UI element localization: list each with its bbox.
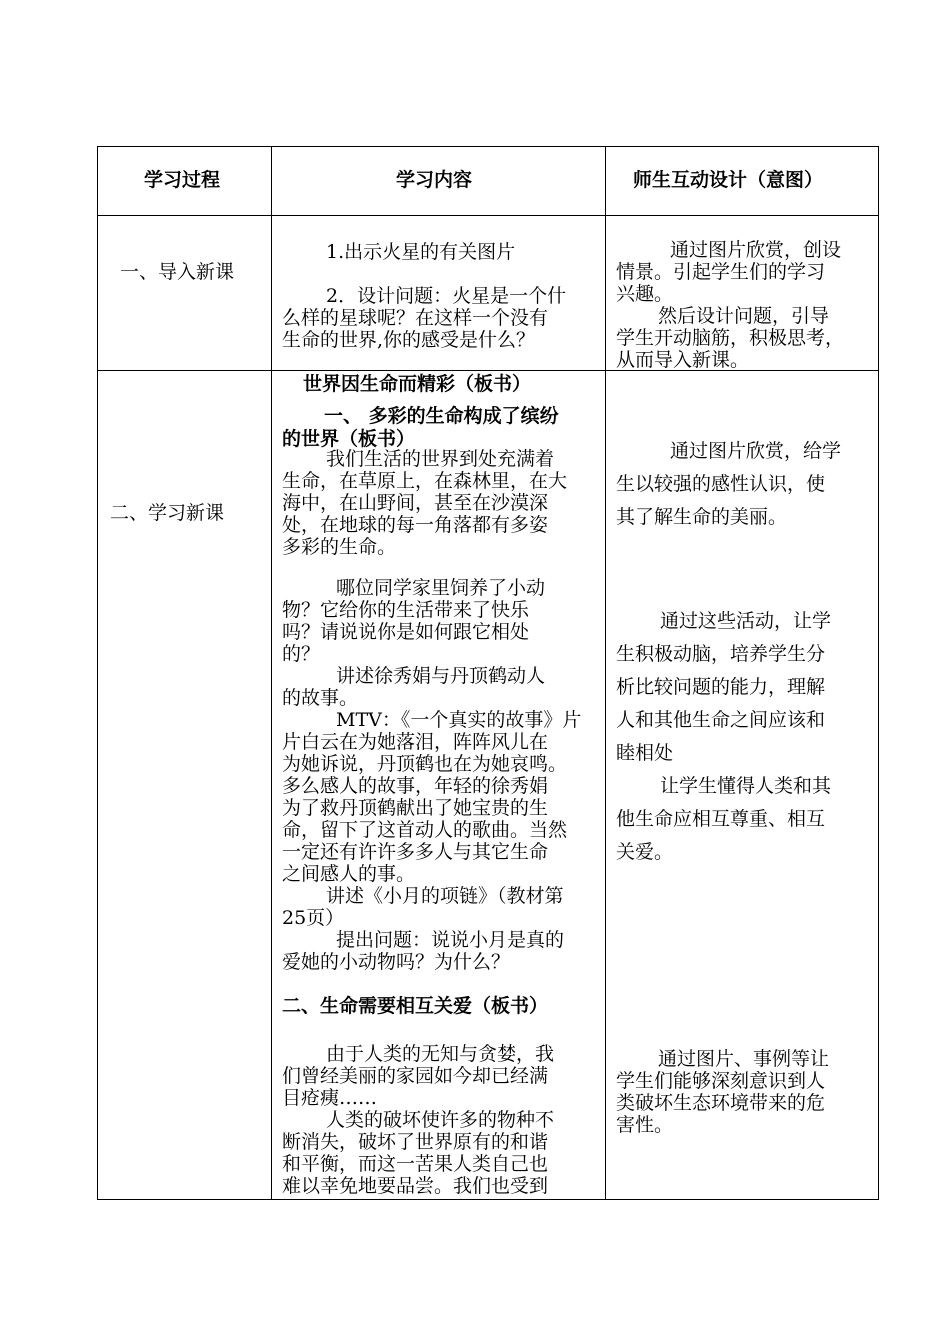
design-line: 他生命应相互尊重、相互 bbox=[616, 808, 826, 830]
header-design: 师生互动设计（意图） bbox=[633, 169, 824, 191]
section-heading: 一、 多彩的生命构成了缤纷 bbox=[324, 405, 559, 427]
design-line: 关爱。 bbox=[616, 841, 674, 863]
content-line: 之间感人的事。 bbox=[282, 863, 416, 885]
content-line: MTV：《一个真实的故事》片 bbox=[336, 709, 582, 731]
design-line: 学生开动脑筋，积极思考， bbox=[616, 327, 845, 349]
content-line: 生命，在草原上，在森林里，在大 bbox=[282, 470, 568, 492]
board-title: 世界因生命而精彩（板书） bbox=[303, 373, 532, 395]
content-line: 讲述《小月的项链》（教材第 bbox=[326, 885, 564, 907]
design-line: 让学生懂得人类和其 bbox=[660, 775, 832, 797]
design-line: 通过图片、事例等让 bbox=[658, 1048, 830, 1070]
stage-intro: 一、导入新课 bbox=[120, 261, 235, 283]
design-line: 析比较问题的能力，理解 bbox=[616, 676, 826, 698]
content-line: 哪位同学家里饲养了小动 bbox=[336, 577, 546, 599]
design-line: 然后设计问题，引导 bbox=[658, 305, 830, 327]
lesson-plan-table bbox=[97, 146, 879, 1200]
content-line: 为了救丹顶鹤献出了她宝贵的生 bbox=[282, 797, 549, 819]
content-line: 提出问题：说说小月是真的 bbox=[336, 929, 565, 951]
design-line: 睦相处 bbox=[616, 742, 674, 764]
design-line: 类破坏生态环境带来的危 bbox=[616, 1092, 826, 1114]
content-line: 片白云在为她落泪，阵阵风儿在 bbox=[282, 731, 549, 753]
row-divider bbox=[98, 370, 878, 371]
content-line: 命，留下了这首动人的歌曲。当然 bbox=[282, 819, 568, 841]
design-line: 从而导入新课。 bbox=[616, 349, 750, 371]
content-line: 1.出示火星的有关图片 bbox=[326, 241, 516, 263]
content-line: 和平衡，而这一苦果人类自己也 bbox=[282, 1153, 549, 1175]
column-divider bbox=[271, 147, 272, 1199]
content-line: 物？它给你的生活带来了快乐 bbox=[282, 599, 530, 621]
design-line: 兴趣。 bbox=[616, 283, 674, 305]
row-divider bbox=[98, 215, 878, 216]
design-line: 生以较强的感性认识，使 bbox=[616, 473, 826, 495]
design-line: 其了解生命的美丽。 bbox=[616, 506, 788, 528]
content-line: 断消失，破坏了世界原有的和谐 bbox=[282, 1131, 549, 1153]
design-line: 情景。引起学生们的学习 bbox=[616, 261, 826, 283]
design-line: 通过图片欣赏，给学 bbox=[670, 440, 842, 462]
content-line: 人类的破坏使许多的物种不 bbox=[326, 1109, 555, 1131]
content-line: 的故事。 bbox=[282, 687, 359, 709]
content-line: 为她诉说，丹顶鹤也在为她哀鸣。 bbox=[282, 753, 568, 775]
content-line: 我们生活的世界到处充满着 bbox=[326, 448, 555, 470]
content-line: 讲述徐秀娟与丹顶鹤动人 bbox=[336, 665, 546, 687]
content-line: 们曾经美丽的家园如今却已经满 bbox=[282, 1065, 549, 1087]
content-line: 多彩的生命。 bbox=[282, 536, 397, 558]
content-line: 25页） bbox=[282, 907, 345, 929]
section-heading: 的世界（板书） bbox=[282, 428, 416, 450]
content-line: 目疮痍…… bbox=[282, 1087, 378, 1109]
stage-new-lesson: 二、学习新课 bbox=[110, 502, 225, 524]
content-line: 一定还有许许多多人与其它生命 bbox=[282, 841, 549, 863]
header-content: 学习内容 bbox=[396, 169, 473, 191]
content-line: 吗？请说说你是如何跟它相处 bbox=[282, 621, 530, 643]
content-line: 的？ bbox=[282, 643, 321, 665]
content-line: 由于人类的无知与贪婪，我 bbox=[326, 1043, 555, 1065]
design-line: 害性。 bbox=[616, 1114, 674, 1136]
design-line: 生积极动脑，培养学生分 bbox=[616, 643, 826, 665]
content-line: 么样的星球呢？在这样一个没有 bbox=[282, 307, 549, 329]
content-line: 2．设计问题：火星是一个什 bbox=[326, 285, 567, 307]
content-line: 处，在地球的每一角落都有多姿 bbox=[282, 514, 549, 536]
content-line: 爱她的小动物吗？为什么？ bbox=[282, 951, 511, 973]
content-line: 生命的世界,你的感受是什么？ bbox=[282, 329, 536, 351]
content-line: 海中，在山野间，甚至在沙漠深 bbox=[282, 492, 549, 514]
content-line: 多么感人的故事，年轻的徐秀娟 bbox=[282, 775, 549, 797]
content-line: 难以幸免地要品尝。我们也受到 bbox=[282, 1175, 549, 1197]
column-divider bbox=[605, 147, 606, 1199]
design-line: 通过这些活动，让学 bbox=[660, 610, 832, 632]
design-line: 人和其他生命之间应该和 bbox=[616, 709, 826, 731]
section-heading: 二、生命需要相互关爱（板书） bbox=[282, 995, 549, 1017]
design-line: 学生们能够深刻意识到人 bbox=[616, 1070, 826, 1092]
header-process: 学习过程 bbox=[144, 169, 221, 191]
design-line: 通过图片欣赏，创设 bbox=[670, 239, 842, 261]
